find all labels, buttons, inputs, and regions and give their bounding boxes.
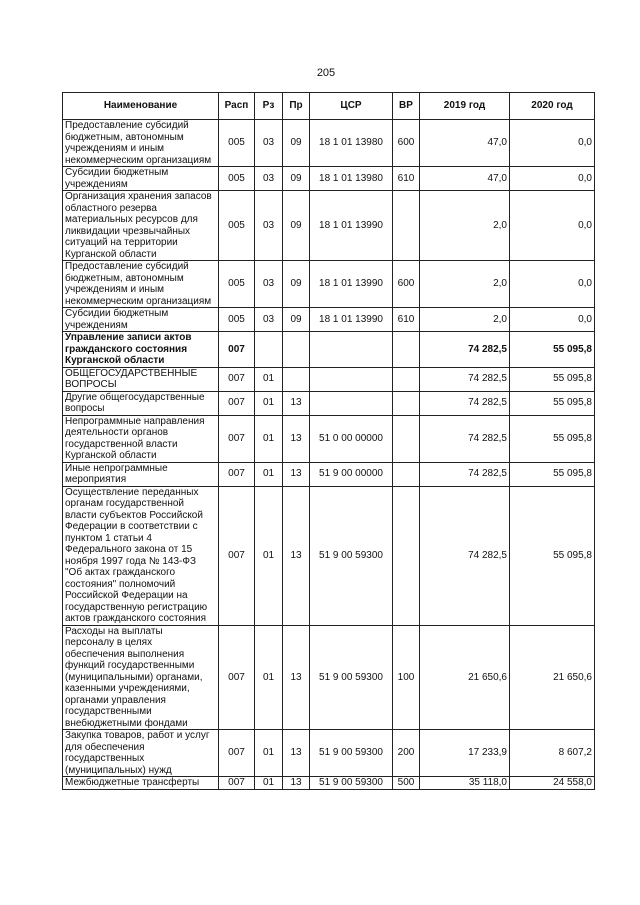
- cell-name-line: для обеспечения: [65, 741, 145, 753]
- page-number: 205: [316, 67, 336, 79]
- column-header-csr: ЦСР: [310, 93, 393, 120]
- table-row: [63, 261, 595, 308]
- table-row: [63, 308, 595, 332]
- cell-rz: 01: [255, 777, 283, 790]
- cell-name-line: Закупка товаров, работ и услуг: [65, 730, 210, 741]
- cell-name-line: обеспечения выполнения: [65, 648, 185, 660]
- cell-pr: 09: [283, 191, 310, 261]
- cell-vr: [393, 391, 420, 415]
- cell-2020: 55 095,8: [510, 486, 595, 625]
- cell-rasp: 007: [219, 730, 255, 777]
- cell-pr: 13: [283, 462, 310, 486]
- table-row: [63, 332, 595, 368]
- cell-vr: 600: [393, 261, 420, 308]
- cell-csr: 18 1 01 13990: [310, 308, 393, 332]
- cell-vr: [393, 191, 420, 261]
- column-header-vr: ВР: [393, 93, 420, 120]
- table-header-row: [63, 93, 595, 120]
- cell-vr: [393, 486, 420, 625]
- cell-name-line: казенными учреждениями,: [65, 683, 190, 694]
- cell-name-line: бюджетным, автономным: [65, 131, 184, 143]
- cell-2020: 0,0: [510, 167, 595, 191]
- cell-rz: 01: [255, 367, 283, 391]
- cell-name-line: Другие общегосударственные: [65, 391, 205, 403]
- cell-name-line: учреждениям и иным: [65, 284, 165, 295]
- cell-rz: 03: [255, 167, 283, 191]
- cell-2019: 74 282,5: [420, 332, 510, 368]
- cell-pr: 13: [283, 777, 310, 790]
- cell-name-line: вопросы: [65, 403, 105, 414]
- cell-csr: 51 9 00 59300: [310, 625, 393, 730]
- cell-csr: 18 1 01 13980: [310, 120, 393, 167]
- cell-csr: 51 0 00 00000: [310, 415, 393, 462]
- cell-2020: 55 095,8: [510, 332, 595, 368]
- column-header-2019: 2019 год: [420, 93, 510, 120]
- cell-rasp: 007: [219, 367, 255, 391]
- cell-2019: 47,0: [420, 167, 510, 191]
- cell-name-line: учреждениям: [65, 319, 128, 331]
- cell-csr: [310, 332, 393, 368]
- cell-rz: 03: [255, 120, 283, 167]
- cell-name-line: деятельности органов: [65, 427, 169, 438]
- cell-name: [63, 415, 219, 462]
- cell-2020: 0,0: [510, 261, 595, 308]
- cell-2020: 55 095,8: [510, 415, 595, 462]
- cell-2019: 74 282,5: [420, 486, 510, 625]
- cell-name: [63, 777, 219, 790]
- cell-name-line: власти субъектов Российской: [65, 509, 203, 521]
- table-row: [63, 167, 595, 191]
- cell-name-line: Федерации в соответствии с: [65, 521, 198, 532]
- cell-name: [63, 332, 219, 368]
- cell-name-line: ВОПРОСЫ: [65, 379, 117, 390]
- cell-csr: 51 9 00 59300: [310, 730, 393, 777]
- cell-name-line: учреждениям и иным: [65, 143, 165, 154]
- cell-2019: 74 282,5: [420, 415, 510, 462]
- cell-2020: 0,0: [510, 120, 595, 167]
- cell-name-line: состояния" полномочий: [65, 578, 176, 590]
- cell-name: [63, 191, 219, 261]
- cell-pr: 13: [283, 625, 310, 730]
- cell-name-line: ситуаций на территории: [65, 237, 178, 248]
- cell-2019: 21 650,6: [420, 625, 510, 730]
- cell-name-line: Курганской области: [65, 450, 157, 461]
- cell-rasp: 007: [219, 391, 255, 415]
- cell-vr: [393, 462, 420, 486]
- cell-pr: 13: [283, 391, 310, 415]
- cell-name-line: Иные непрограммные: [65, 462, 168, 474]
- cell-name-line: Управление записи актов: [65, 332, 192, 343]
- cell-rz: 01: [255, 391, 283, 415]
- cell-rz: 01: [255, 415, 283, 462]
- cell-name: [63, 261, 219, 308]
- cell-rasp: 005: [219, 167, 255, 191]
- cell-vr: 600: [393, 120, 420, 167]
- cell-name-line: некоммерческим организациям: [65, 154, 212, 166]
- table-row: [63, 415, 595, 462]
- cell-2019: 2,0: [420, 308, 510, 332]
- cell-2019: 47,0: [420, 120, 510, 167]
- cell-2019: 2,0: [420, 261, 510, 308]
- cell-pr: 09: [283, 308, 310, 332]
- cell-name: [63, 367, 219, 391]
- cell-name-line: бюджетным, автономным: [65, 272, 184, 284]
- cell-name: [63, 167, 219, 191]
- cell-pr: 13: [283, 730, 310, 777]
- table-row: [63, 462, 595, 486]
- cell-name-line: актов гражданского состояния: [65, 613, 207, 624]
- cell-name: [63, 308, 219, 332]
- cell-name: [63, 486, 219, 625]
- cell-rasp: 005: [219, 120, 255, 167]
- cell-name: [63, 120, 219, 167]
- cell-csr: [310, 391, 393, 415]
- cell-2019: 74 282,5: [420, 462, 510, 486]
- table-row: [63, 625, 595, 730]
- cell-name-line: Субсидии бюджетным: [65, 308, 169, 319]
- cell-vr: [393, 415, 420, 462]
- cell-name-line: материальных ресурсов для: [65, 214, 198, 225]
- cell-pr: 09: [283, 261, 310, 308]
- cell-rz: 01: [255, 625, 283, 730]
- cell-rasp: 005: [219, 308, 255, 332]
- cell-name-line: Федерального закона от 15: [65, 544, 193, 555]
- cell-rasp: 007: [219, 415, 255, 462]
- cell-csr: 51 9 00 59300: [310, 777, 393, 790]
- cell-name-line: мероприятия: [65, 474, 127, 485]
- cell-name-line: некоммерческим организациям: [65, 295, 212, 307]
- cell-2019: 74 282,5: [420, 391, 510, 415]
- cell-rz: 01: [255, 462, 283, 486]
- cell-vr: 610: [393, 308, 420, 332]
- cell-2020: 55 095,8: [510, 367, 595, 391]
- cell-name-line: государственной власти: [65, 438, 178, 450]
- column-header-rasp: Расп: [219, 93, 255, 120]
- table-row: [63, 367, 595, 391]
- cell-rz: 01: [255, 486, 283, 625]
- cell-name-line: Организация хранения запасов: [65, 191, 212, 202]
- budget-table: [62, 92, 595, 790]
- cell-csr: 18 1 01 13990: [310, 191, 393, 261]
- cell-name: [63, 730, 219, 777]
- cell-vr: [393, 367, 420, 391]
- cell-pr: [283, 367, 310, 391]
- cell-csr: [310, 367, 393, 391]
- column-header-rz: Рз: [255, 93, 283, 120]
- cell-2019: 17 233,9: [420, 730, 510, 777]
- cell-rasp: 007: [219, 462, 255, 486]
- cell-name-line: Непрограммные направления: [65, 415, 205, 427]
- column-header-pr: Пр: [283, 93, 310, 120]
- cell-name: [63, 625, 219, 730]
- cell-2020: 55 095,8: [510, 391, 595, 415]
- cell-2020: 0,0: [510, 308, 595, 332]
- cell-2019: 2,0: [420, 191, 510, 261]
- cell-rasp: 005: [219, 261, 255, 308]
- cell-pr: 13: [283, 486, 310, 625]
- cell-rasp: 007: [219, 332, 255, 368]
- cell-pr: 09: [283, 120, 310, 167]
- cell-pr: 09: [283, 167, 310, 191]
- cell-rasp: 007: [219, 777, 255, 790]
- cell-rasp: 007: [219, 625, 255, 730]
- cell-name-line: внебюджетными фондами: [65, 717, 188, 729]
- cell-name-line: государственную регистрацию: [65, 601, 208, 613]
- cell-vr: 100: [393, 625, 420, 730]
- cell-2020: 21 650,6: [510, 625, 595, 730]
- cell-2020: 8 607,2: [510, 730, 595, 777]
- cell-csr: 18 1 01 13990: [310, 261, 393, 308]
- cell-rz: 03: [255, 191, 283, 261]
- cell-name: [63, 391, 219, 415]
- cell-rasp: 007: [219, 486, 255, 625]
- cell-rz: 01: [255, 730, 283, 777]
- cell-name-line: "Об актах гражданского: [65, 567, 176, 578]
- cell-name-line: органами управления: [65, 694, 166, 706]
- cell-vr: 200: [393, 730, 420, 777]
- cell-csr: 18 1 01 13980: [310, 167, 393, 191]
- column-header-name: Наименование: [63, 93, 219, 120]
- table-row: [63, 191, 595, 261]
- cell-name-line: (муниципальных) нужд: [65, 764, 172, 776]
- cell-name-line: Осуществление переданных: [65, 486, 199, 498]
- table-row: [63, 486, 595, 625]
- cell-name-line: ликвидации чрезвычайных: [65, 225, 191, 237]
- cell-name-line: функций государственными: [65, 660, 195, 671]
- table-row: [63, 120, 595, 167]
- cell-name-line: государственных: [65, 753, 145, 764]
- cell-name-line: (муниципальными) органами,: [65, 671, 203, 683]
- cell-2019: 74 282,5: [420, 367, 510, 391]
- cell-name-line: пунктом 1 статьи 4: [65, 532, 152, 544]
- cell-name-line: гражданского состояния: [65, 343, 188, 355]
- cell-name-line: Расходы на выплаты: [65, 625, 163, 637]
- cell-name-line: Межбюджетные трансферты: [65, 777, 200, 788]
- table-row: [63, 730, 595, 777]
- cell-vr: 610: [393, 167, 420, 191]
- cell-rz: 03: [255, 308, 283, 332]
- cell-2019: 35 118,0: [420, 777, 510, 790]
- cell-pr: [283, 332, 310, 368]
- cell-2020: 55 095,8: [510, 462, 595, 486]
- cell-name-line: Курганской области: [65, 355, 165, 366]
- cell-name-line: Курганской области: [65, 248, 157, 260]
- cell-name-line: государственными: [65, 706, 152, 717]
- cell-csr: 51 9 00 59300: [310, 486, 393, 625]
- cell-name-line: Российской Федерации на: [65, 590, 188, 601]
- cell-name-line: органам государственной: [65, 498, 184, 509]
- cell-pr: 13: [283, 415, 310, 462]
- cell-name-line: ОБЩЕГОСУДАРСТВЕННЫЕ: [65, 367, 198, 379]
- cell-vr: 500: [393, 777, 420, 790]
- cell-rz: 03: [255, 261, 283, 308]
- cell-name-line: Предоставление субсидий: [65, 120, 189, 131]
- cell-name-line: областного резерва: [65, 202, 157, 214]
- table-row: [63, 777, 595, 790]
- cell-name-line: ноября 1997 года № 143-ФЗ: [65, 555, 197, 567]
- cell-rz: [255, 332, 283, 368]
- cell-name-line: Предоставление субсидий: [65, 261, 189, 272]
- table-body: [63, 120, 595, 790]
- cell-2020: 0,0: [510, 191, 595, 261]
- column-header-2020: 2020 год: [510, 93, 595, 120]
- table-row: [63, 391, 595, 415]
- cell-vr: [393, 332, 420, 368]
- cell-name-line: учреждениям: [65, 178, 128, 190]
- cell-name-line: персоналу в целях: [65, 637, 153, 648]
- cell-csr: 51 9 00 00000: [310, 462, 393, 486]
- cell-2020: 24 558,0: [510, 777, 595, 790]
- cell-rasp: 005: [219, 191, 255, 261]
- cell-name: [63, 462, 219, 486]
- cell-name-line: Субсидии бюджетным: [65, 167, 169, 178]
